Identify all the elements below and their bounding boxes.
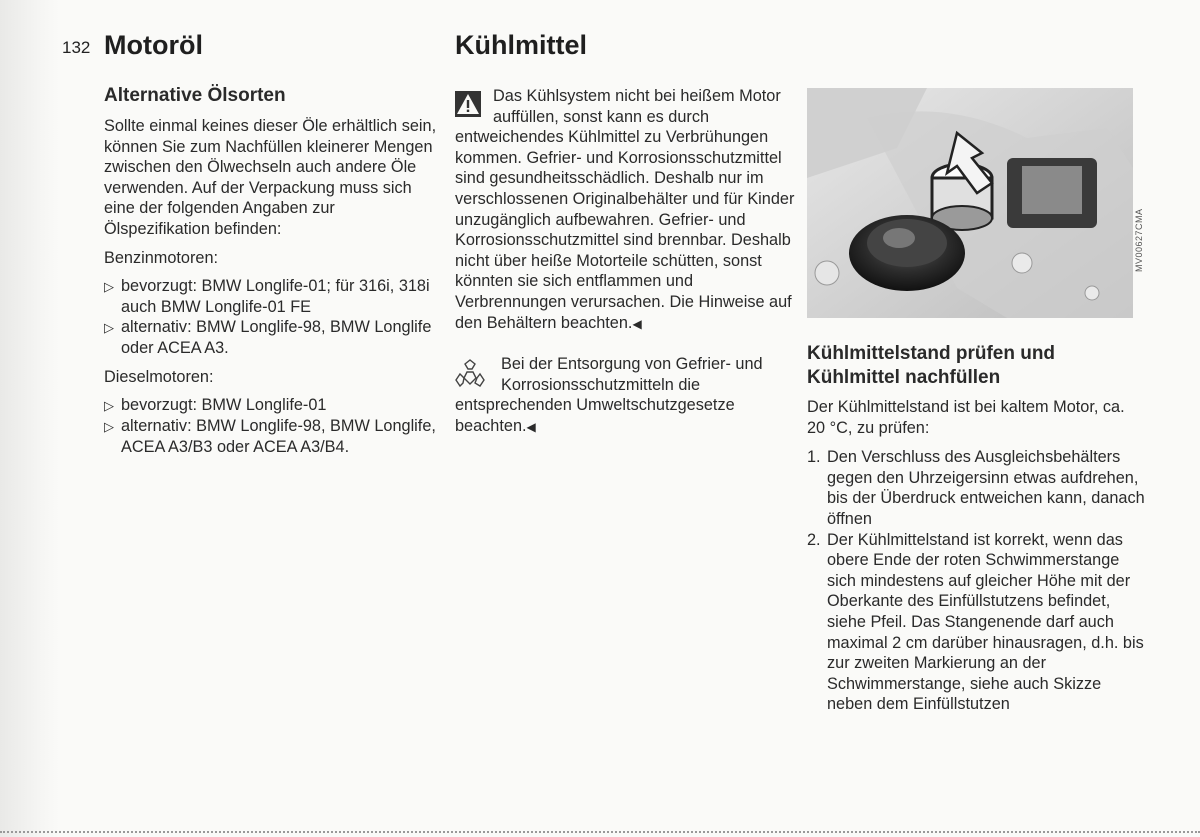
- recycling-icon: [453, 358, 487, 392]
- triangle-bullet-icon: ▷: [104, 320, 114, 336]
- triangle-bullet-icon: ▷: [104, 419, 114, 435]
- environment-text: Bei der Entsorgung von Gefrier- und Korrosionsschutzmitteln die entsprechenden Umweltschutzgesetze beachten.: [455, 355, 763, 435]
- heading-alternative-oils: Alternative Ölsorten: [104, 85, 286, 106]
- warning-block: [455, 86, 795, 334]
- list-item: 1. Den Verschluss des Ausgleichsbehälters gegen den Uhrzeigersinn etwas aufdrehen, bis der Überdruck entweichen kann, danach öffnen: [807, 448, 1145, 528]
- figure-id: MV00627CMA: [1134, 208, 1144, 272]
- triangle-bullet-icon: ▷: [104, 398, 114, 414]
- list-item: ▷ bevorzugt: BMW Longlife-01: [104, 396, 327, 415]
- coolant-reservoir-photo: [807, 88, 1133, 318]
- column-check-coolant: [807, 342, 1147, 715]
- bottom-rule: [0, 831, 1200, 835]
- list-item: ▷ bevorzugt: BMW Longlife-01; für 316i, 318i auch BMW Longlife-01 FE: [104, 277, 430, 316]
- page-number: 132: [62, 38, 91, 57]
- page-edge-shadow: [0, 0, 60, 837]
- column-coolant-warnings: [455, 86, 795, 438]
- alternative-oils-intro: Sollte einmal keines dieser Öle erhältlich sein, können Sie zum Nachfüllen kleinerer Mengen zwischen den Ölwechseln auch andere Öle verwenden. Auf der Verpackung muss sich eine der folgenden Angaben zur Ölspezifikation befinden:: [104, 117, 437, 238]
- section-title-kuehlmittel: Kühlmittel: [455, 30, 587, 60]
- list-item: ▷ alternativ: BMW Longlife-98, BMW Longlife oder ACEA A3.: [104, 318, 432, 357]
- list-item: ▷ alternativ: BMW Longlife-98, BMW Longlife, ACEA A3/B3 oder ACEA A3/B4.: [104, 417, 436, 456]
- steps-list: [807, 447, 1147, 715]
- end-mark-icon: ◀: [632, 316, 642, 331]
- section-title-motoroel: Motoröl: [104, 30, 203, 60]
- end-mark-icon: ◀: [526, 419, 536, 434]
- warning-text: Das Kühlsystem nicht bei heißem Motor auffüllen, sonst kann es durch entweichendes Kühlmittel zu Verbrühungen kommen. Gefrier- und Korrosionsschutzmittel sind gesundheitsschädlich. Deshalb nur im verschlossenen Originalbehälter und für Kinder unzugänglich aufbewahren. Gefrier- und Korrosionsschutzmittel sind brennbar. Deshalb nicht über heiße Motorteile schütten, sonst könnten sie sich entflammen und Verbrennungen verursachen. Die Hinweise auf den Behältern beachten.: [455, 87, 795, 332]
- diesel-engines-label: Dieselmotoren:: [104, 367, 214, 386]
- check-coolant-intro: Der Kühlmittelstand ist bei kaltem Motor, ca. 20 °C, zu prüfen:: [807, 398, 1125, 437]
- column-alternative-oils: [104, 84, 439, 457]
- coolant-reservoir-illustration: [807, 88, 1133, 318]
- triangle-bullet-icon: ▷: [104, 279, 114, 295]
- heading-check-coolant: Kühlmittelstand prüfen und Kühlmittel nachfüllen: [807, 343, 1056, 388]
- warning-triangle-icon: [455, 91, 481, 117]
- petrol-engines-label: Benzinmotoren:: [104, 248, 219, 267]
- list-item: 2. Der Kühlmittelstand ist korrekt, wenn das obere Ende der roten Schwimmerstange sich mindestens auf gleicher Höhe mit der Oberkante des Einfüllstutzens befindet, siehe Pfeil. Das Stangenende darf auch maximal 2 cm darüber hinausragen, d.h. bis zur zweiten Markierung an der Schwimmerstange, siehe auch Skizze neben dem Einfüllstutzen: [807, 530, 1144, 714]
- environment-block: [455, 354, 795, 437]
